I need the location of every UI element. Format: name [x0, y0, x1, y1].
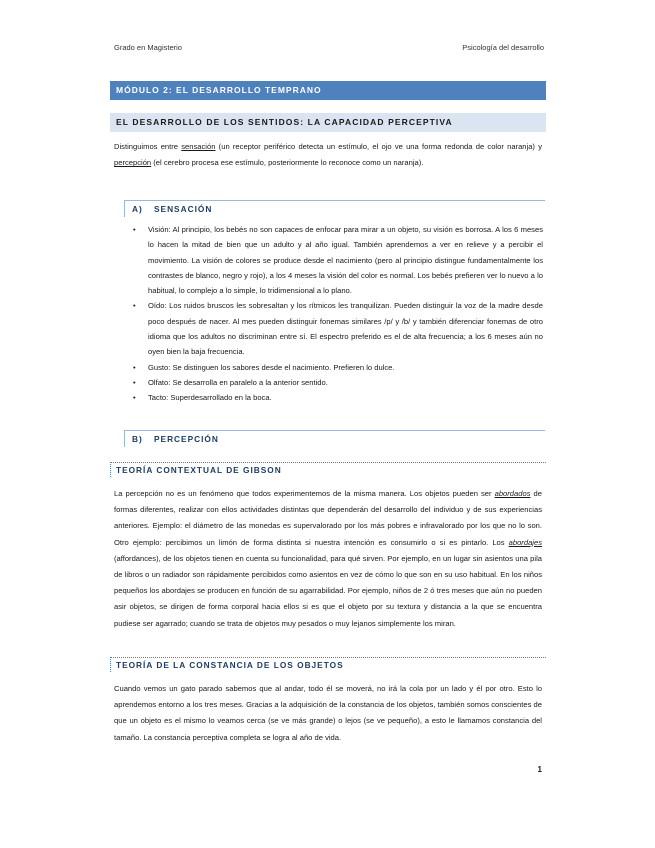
gibson-theory-heading: TEORÍA CONTEXTUAL DE GIBSON — [110, 462, 546, 477]
term-sensacion: sensación — [181, 142, 216, 151]
header-course: Grado en Magisterio — [114, 43, 182, 52]
section-title: EL DESARROLLO DE LOS SENTIDOS: LA CAPACIDAD PERCEPTIVA — [110, 113, 546, 132]
constancy-theory-heading: TEORÍA DE LA CONSTANCIA DE LOS OBJETOS — [110, 657, 546, 672]
gibson-text-2: de formas diferentes, realizar con ellos actividades distintas que dependerán del desarrollo del individuo y de sus experiencias anteriores. Ejemplo: el diámetro de las monedas es supervalorado por los más pobres e infravalorado por los que no lo son. Otro ejemplo: percibimos un limón de forma distinta si nuestra intención es consumirlo o si es pintarlo. Los — [114, 489, 542, 547]
intro-text-3: (el cerebro procesa ese estímulo, posteriormente lo reconoce como un naranja). — [151, 158, 424, 168]
module-title: MÓDULO 2: EL DESARROLLO TEMPRANO — [110, 81, 546, 100]
subsection-b-letter: B) — [132, 434, 143, 444]
subsection-b-title: PERCEPCIÓN — [154, 434, 219, 444]
page-number: 1 — [537, 765, 542, 774]
list-item — [133, 390, 543, 405]
subsection-a-heading — [124, 200, 545, 217]
subsection-a-title: SENSACIÓN — [154, 204, 213, 214]
intro-text-2: (un receptor periférico detecta un estímulo, el ojo ve una forma redonda de color naranja) y — [215, 142, 542, 151]
list-item — [133, 222, 543, 298]
list-item-text: Gusto: Se distinguen los sabores desde el nacimiento. Prefieren lo dulce. — [148, 362, 395, 372]
list-item-text: Oído: Los ruidos bruscos les sobresaltan y los rítmicos les tranquilizan. Pueden distinguir la voz de la madre desde poco después de nacer. Al mes pueden distinguir fonemas similares /p/ y /b/ y también diferenciar fonemas de otro idioma que los adultos no discriminan entre sí. El espectro preferido es el de alta frecuencia; a los 6 meses aún no oyen bien la baja frecuencia. — [148, 301, 543, 357]
page-header — [114, 43, 544, 57]
list-item — [133, 360, 543, 375]
list-item — [133, 298, 543, 359]
term-abordajes: abordajes — [508, 537, 542, 547]
bullet-icon: • — [133, 301, 136, 311]
gibson-paragraph — [114, 486, 542, 632]
intro-text-1: Distinguimos entre — [114, 142, 182, 151]
bullet-icon: • — [133, 393, 136, 403]
constancy-paragraph: Cuando vemos un gato parado sabemos que al andar, todo él se moverá, no irá la cola por un lado y él por otro. Esto lo aprendemos entorno a los tres meses. Gracias a la adquisición de la constancia de los objetos, también somos conscientes de que un objeto es el mismo lo veamos cerca (se ve más grande) o lejos (se ve pequeño), a esto le llamamos constancia del tamaño. La constancia perceptiva completa se logra al año de vida. — [114, 684, 542, 742]
gibson-text-3: (affordances), de los objetos tienen en cuenta su funcionalidad, para qué sirven. Por ejemplo, en un lugar sin asientos una pila de libros o un radiador son rápidamente percibidos como asientos en vez de cómo lo que son en su uso habitual. En los niños pequeños los abordajes se producen en función de su agarrabilidad. Por ejemplo, niños de 2 ó tres meses que aún no pueden asir objetos, se dirigen de forma corporal hacia ellos si es que el objeto por su textura y distancia a la que se encuentra pudiese ser agarrado; cuando se trata de objetos muy pesados o muy lejanos simplemente los miran. — [114, 553, 542, 628]
gibson-text-1: La percepción no es un fenómeno que todos experimentemos de la misma manera. Los objetos pueden ser — [114, 489, 495, 498]
bullet-icon: • — [133, 377, 136, 387]
bullet-icon: • — [133, 362, 136, 372]
term-abordados: abordados — [494, 489, 531, 498]
sensation-list — [133, 222, 543, 406]
subsection-b-heading — [124, 430, 545, 447]
list-item-text: Tacto: Superdesarrollado en la boca. — [148, 393, 272, 403]
bullet-icon: • — [133, 225, 136, 234]
intro-paragraph — [114, 139, 542, 171]
list-item-text: Visión: Al principio, los bebés no son capaces de enfocar para mirar a un objeto, su visión es borrosa. A los 6 meses lo hacen la mitad de bien que un adulto y al año igual. También aprendemos a ver en relieve y a percibir el movimiento. La visión de colores se produce desde el nacimiento (pero al principio distingue fundamentalmente los contrastes de blanco, negro y rojo), a los 4 meses la visión del color es normal. Los bebés prefieren ver lo nuevo a lo habitual, lo complejo a lo simple, lo tridimensional a lo plano. — [148, 225, 543, 296]
term-percepcion: percepción — [114, 158, 152, 168]
list-item-text: Olfato: Se desarrolla en paralelo a la anterior sentido. — [148, 377, 328, 387]
header-subject: Psicología del desarrollo — [462, 43, 544, 52]
list-item — [133, 375, 543, 390]
subsection-a-letter: A) — [132, 204, 143, 214]
